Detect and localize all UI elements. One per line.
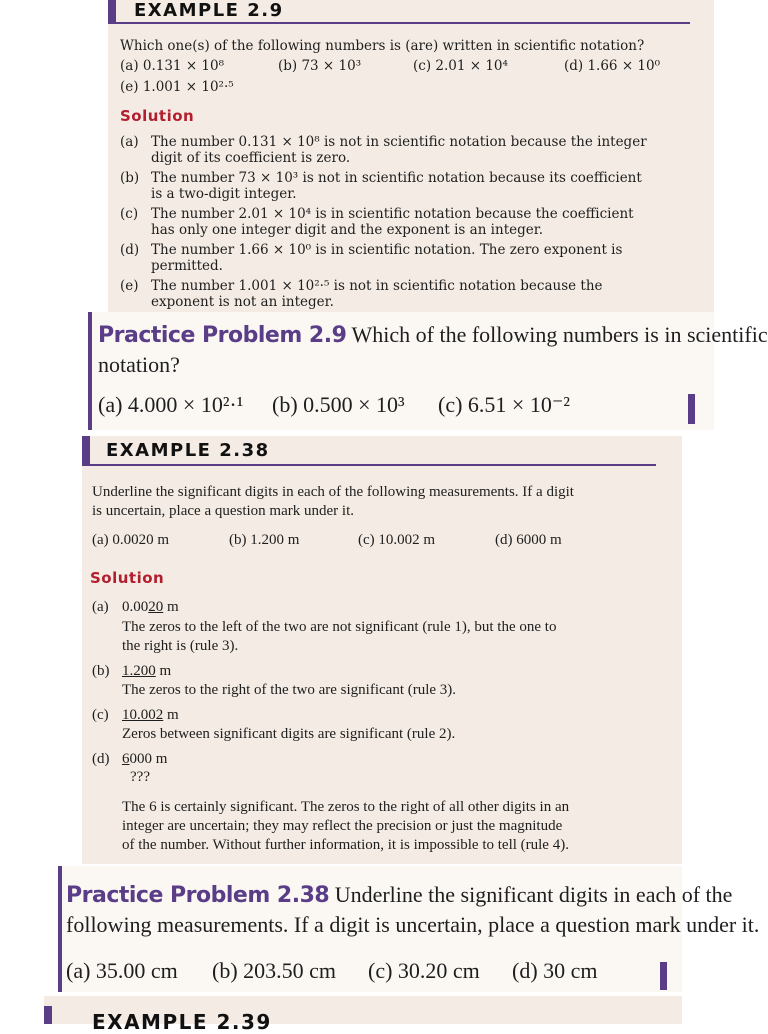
solution-b-tag: (b) [120, 170, 140, 186]
solution-c-tag: (c) [92, 707, 109, 723]
solution-a-tag: (a) [120, 134, 139, 150]
option-d: (d) 1.66 × 10⁰ [564, 58, 661, 74]
option-a: (a) 0.0020 m [92, 532, 170, 548]
option-b: (b) 73 × 10³ [278, 58, 362, 74]
solution-d-line1: The 6 is certainly significant. The zeros to the right of all other digits in an [122, 799, 570, 815]
solution-b-line1: The number 73 × 10³ is not in scientific notation because its coefficient [151, 170, 642, 186]
solution-b-value [122, 662, 171, 681]
solution-a-line1: The number 0.131 × 10⁸ is not in scientific notation because the integer [151, 134, 647, 150]
solution-e-line2: exponent is not an integer. [151, 294, 334, 310]
practice-line1 [66, 880, 732, 910]
example-2-39-section [44, 996, 682, 1034]
example-title: EXAMPLE 2.9 [134, 0, 284, 21]
value-underlined: 6 [122, 751, 130, 767]
practice-line1 [98, 320, 768, 350]
practice-label: Practice Problem 2.38 [66, 883, 330, 908]
example-title: EXAMPLE 2.39 [92, 1010, 272, 1034]
example-question: Which one(s) of the following numbers is (are) written in scientific notation? [120, 38, 645, 54]
solution-b-tag: (b) [92, 663, 110, 679]
value-unit: m [163, 599, 179, 615]
value-plain: 000 [129, 751, 152, 767]
solution-d-line2: integer are uncertain; they may reflect the precision or just the magnitude [122, 818, 563, 834]
solution-a-line2: the right is (rule 3). [122, 638, 239, 654]
solution-d-value [122, 750, 167, 769]
solution-e-line1: The number 1.001 × 10²·⁵ is not in scientific notation because the [151, 278, 603, 294]
example-rule [108, 22, 690, 24]
solution-c-line1: The number 2.01 × 10⁴ is in scientific notation because the coefficient [151, 206, 634, 222]
practice-line2: notation? [98, 352, 180, 377]
example-question-line2: is uncertain, place a question mark under it. [92, 503, 354, 519]
practice-option-d: (d) 30 cm [512, 958, 598, 983]
practice-line2: following measurements. If a digit is uncertain, place a question mark under it. [66, 912, 760, 937]
example-accent-bar [82, 436, 90, 466]
example-2-38-section [82, 436, 682, 864]
solution-c-line1: Zeros between significant digits are significant (rule 2). [122, 726, 456, 742]
value-plain: 0.00 [122, 599, 149, 615]
practice-end-marker [688, 394, 695, 424]
solution-a-value [122, 598, 179, 617]
practice-option-b: (b) 203.50 cm [212, 958, 337, 983]
solution-d-tag: (d) [120, 242, 140, 258]
option-e: (e) 1.001 × 10²·⁵ [120, 79, 234, 95]
practice-option-b: (b) 0.500 × 10³ [272, 392, 405, 417]
solution-heading: Solution [120, 107, 195, 125]
example-2-9-section [108, 0, 714, 312]
practice-label: Practice Problem 2.9 [98, 323, 347, 348]
practice-text-1: Which of the following numbers is in scientific [351, 322, 768, 347]
example-rule [82, 464, 656, 466]
solution-b-line2: is a two-digit integer. [151, 186, 297, 202]
solution-a-line2: digit of its coefficient is zero. [151, 150, 351, 166]
solution-d-line1: The number 1.66 × 10⁰ is in scientific notation. The zero exponent is [151, 242, 623, 258]
solution-heading: Solution [90, 569, 165, 587]
practice-accent-bar [58, 866, 62, 992]
solution-e-tag: (e) [120, 278, 139, 294]
solution-c-line2: has only one integer digit and the exponent is an integer. [151, 222, 543, 238]
solution-d-line3: of the number. Without further information, it is impossible to tell (rule 4). [122, 837, 569, 853]
value-unit: m [163, 707, 179, 723]
solution-c-value [122, 706, 179, 725]
solution-b-line1: The zeros to the right of the two are significant (rule 3). [122, 682, 457, 698]
solution-d-tag: (d) [92, 751, 110, 767]
solution-a-tag: (a) [92, 599, 109, 615]
value-underlined: 1.200 [122, 663, 156, 679]
value-unit: m [155, 663, 172, 679]
option-d: (d) 6000 m [495, 532, 562, 548]
solution-a-line1: The zeros to the left of the two are not significant (rule 1), but the one to [122, 619, 557, 635]
option-c: (c) 10.002 m [358, 532, 436, 548]
practice-text-1: Underline the significant digits in each of the [334, 882, 733, 907]
practice-end-marker [660, 962, 667, 990]
practice-option-c: (c) 6.51 × 10⁻² [438, 392, 571, 417]
practice-problem-2-9 [88, 312, 768, 430]
value-underlined: 10.002 [122, 707, 164, 723]
option-a: (a) 0.131 × 10⁸ [120, 58, 225, 74]
example-title: EXAMPLE 2.38 [106, 440, 270, 461]
value-unit: m [152, 751, 168, 767]
option-b: (b) 1.200 m [229, 532, 300, 548]
practice-option-a: (a) 35.00 cm [66, 958, 178, 983]
practice-option-c: (c) 30.20 cm [368, 958, 480, 983]
practice-option-a: (a) 4.000 × 10²·¹ [98, 392, 244, 417]
practice-accent-bar [88, 312, 92, 430]
example-accent-bar [108, 0, 116, 22]
example-question-line1: Underline the significant digits in each of the following measurements. If a digit [92, 484, 574, 500]
practice-problem-2-38 [58, 866, 760, 992]
uncertain-marks: ??? [130, 769, 150, 785]
solution-c-tag: (c) [120, 206, 139, 222]
option-c: (c) 2.01 × 10⁴ [413, 58, 508, 74]
solution-d-line2: permitted. [151, 258, 223, 274]
value-underlined: 20 [148, 599, 164, 615]
example-accent-bar [44, 1006, 52, 1024]
